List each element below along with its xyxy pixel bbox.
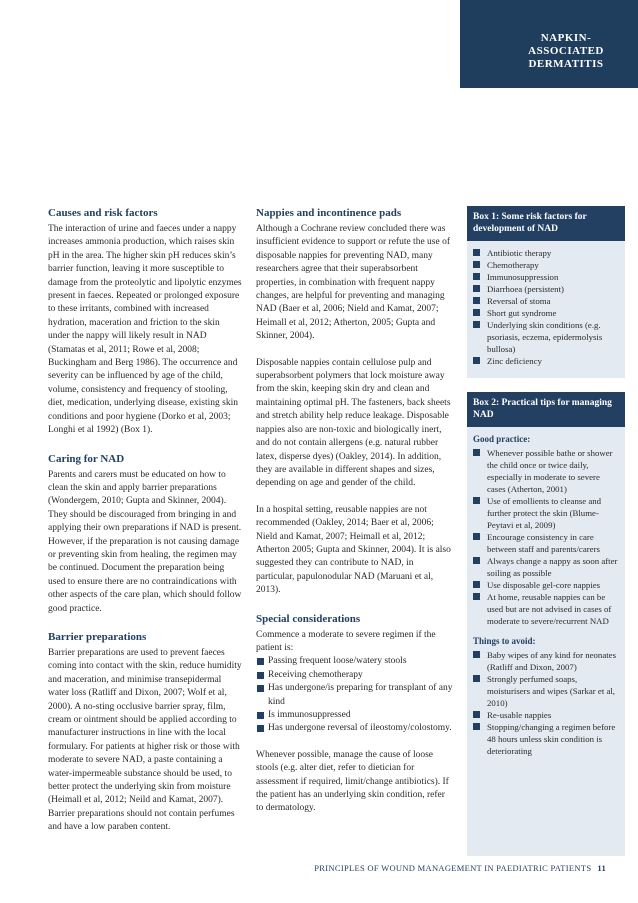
heading-nappies: Nappies and incontinence pads — [256, 207, 402, 219]
list-item: Diarrhoea (persistent) — [473, 283, 619, 295]
box-risk-factors-title: Box 1: Some risk factors for development of NAD — [467, 206, 625, 241]
list-item: Has undergone/is preparing for transplant of any kind — [256, 682, 454, 709]
section-tab-line-1: NAPKIN- — [540, 32, 592, 44]
paragraph-caring: Parents and carers must be educated on how to clean the skin and apply barrier preparations (Wondergem, 2010; Gupta and Skinner, 2004). They should be discouraged from bringing in and applying their own preparations if NAD is present. However, if the preparation is not causing damage or preventing skin from healing, the regimen may be continued. Document the preparation being used to ensure there are no contraindications with other aspects of the care plan, which should follow good practice. — [48, 469, 242, 614]
column-middle — [256, 206, 454, 816]
box-risk-factors — [467, 206, 625, 378]
list-item: Immunosuppression — [473, 271, 619, 283]
good-practice-list — [473, 447, 619, 627]
list-item: Use of emollients to cleanse and further protect the skin (Blume-Peytavi et al, 2009) — [473, 495, 619, 531]
box-practical-tips — [467, 392, 625, 856]
list-item: Has undergone reversal of ileostomy/colostomy. — [256, 722, 454, 735]
paragraph-nappies-2: Disposable nappies contain cellulose pulp and superabsorbent polymers that lock moisture away from the skin, keeping skin dry and clean and maintaining optimal pH. The fasteners, back sheets and stretch ability help reduce leakage. Disposable nappies also are non-toxic and biologically inert, and do not contain allergens (e.g. natural rubber latex, disperse dyes) (Oakley, 2014). In addition, they are available in different shapes and sizes, depending on age and gender of the child. — [256, 357, 451, 489]
list-item: Reversal of stoma — [473, 295, 619, 307]
list-item: Baby wipes of any kind for neonates (Ratliff and Dixon, 2007) — [473, 649, 619, 673]
footer-title: PRINCIPLES OF WOUND MANAGEMENT IN PAEDIATRIC PATIENTS — [314, 863, 592, 873]
list-item: Use disposable gel-core nappies — [473, 579, 619, 591]
risk-factors-list — [473, 247, 619, 367]
paragraph-causes: The interaction of urine and faeces under a nappy increases ammonia production, which raises skin pH in the area. The higher skin pH reduces skin’s barrier function, leaving it more susceptible to damage from the proteolytic and lipolytic enzymes present in faeces. Repeated or prolonged exposure to these irritants, combined with increased hydration, maceration and friction to the skin under the nappy will likely result in NAD (Stamatas et al, 2011; Rowe et al, 2008; Buckingham and Berg 1986). The occurrence and severity can be influenced by age of the child, volume, consistency and frequency of stooling, diet, medication, underlying disease, existing skin conditions and poor hygiene (Dorko et al, 2003; Longhi et al 1992) (Box 1). — [48, 224, 242, 436]
list-item: Re-usable nappies — [473, 709, 619, 721]
paragraph-nappies-3: In a hospital setting, reusable nappies are not recommended (Oakley, 2014; Baer et al, 2006; Nield and Kamat, 2007; Heimall et al, 2012; Atherton 2005; Gupta and Skinner, 2004). It is also suggested they can contribute to NAD, in particular, papulonodular NAD (Maruani et al, 2013). — [256, 504, 451, 596]
paragraph-barrier: Barrier preparations are used to prevent faeces coming into contact with the skin, reduce humidity and maceration, and minimise transepidermal water loss (Ratliff and Dixon, 2007; Wolf et al, 2000). A no-sting occlusive barrier spray, film, cream or ointment should be applied according to manufacturer instructions in line with the local formulary. For patients at higher risk or those with moderate to severe NAD, a paste containing a water-impermeable substance should be used, to better protect the underlying skin from moisture (Heimall et al, 2012; Neild and Kamat, 2007). Barrier preparations should not contain perfumes and have a low paraben content. — [48, 647, 242, 833]
list-item: Always change a nappy as soon after soiling as possible — [473, 555, 619, 579]
page-footer — [306, 863, 606, 873]
column-left — [48, 206, 242, 835]
section-tab-line-3: DERMATITIS — [528, 58, 604, 70]
list-item: Antibiotic therapy — [473, 247, 619, 259]
heading-causes: Causes and risk factors — [48, 207, 158, 219]
heading-special: Special considerations — [256, 612, 361, 625]
section-tab — [460, 0, 638, 88]
list-item: Zinc deficiency — [473, 355, 619, 367]
heading-barrier: Barrier preparations — [48, 630, 147, 643]
list-item: Is immunosuppressed — [256, 709, 454, 722]
list-item: Stopping/changing a regimen before 48 hours unless skin condition is deteriorating — [473, 721, 619, 757]
list-item: Receiving chemotherapy — [256, 669, 454, 682]
things-to-avoid-label: Things to avoid: — [473, 636, 536, 646]
section-tab-line-2: ASSOCIATED — [528, 45, 604, 57]
heading-caring: Caring for NAD — [48, 452, 125, 465]
list-item: Chemotherapy — [473, 259, 619, 271]
paragraph-special: Commence a moderate to severe regimen if the patient is: — [256, 629, 436, 653]
paragraph-whenever: Whenever possible, manage the cause of loose stools (e.g. alter diet, refer to dietician for assessment if required, limit/change antibiotics). If the patient has an underlying skin condition, refer to dermatology. — [256, 749, 449, 814]
things-to-avoid-list — [473, 649, 619, 757]
paragraph-nappies-1: Although a Cochrane review concluded there was insufficient evidence to support or refute the use of disposable nappies for preventing NAD, many researchers agree that their superabsorbent properties, in combination with frequent nappy changes, are helpful for preventing and managing NAD (Baer et al, 2006; Nield and Kamat, 2007; Heimall et al, 2012; Atherton, 2005; Gupta and Skinner, 2004). — [256, 224, 450, 342]
list-item: Underlying skin conditions (e.g. psoriasis, eczema, epidermolysis bullosa) — [473, 319, 619, 355]
box-practical-tips-title: Box 2: Practical tips for managing NAD — [467, 392, 625, 427]
list-item: Encourage consistency in care between staff and parents/carers — [473, 531, 619, 555]
good-practice-label: Good practice: — [473, 434, 531, 444]
list-item: Strongly perfumed soaps, moisturisers and wipes (Sarkar et al, 2010) — [473, 673, 619, 709]
list-item: At home, reusable nappies can be used but are not advised in cases of moderate to severe/recurrent NAD — [473, 591, 619, 627]
list-item: Passing frequent loose/watery stools — [256, 655, 454, 668]
special-list — [256, 655, 454, 735]
page-number: 11 — [597, 863, 606, 873]
list-item: Whenever possible bathe or shower the child once or twice daily, especially in moderate to severe cases (Atherton, 2001) — [473, 447, 619, 495]
list-item: Short gut syndrome — [473, 307, 619, 319]
